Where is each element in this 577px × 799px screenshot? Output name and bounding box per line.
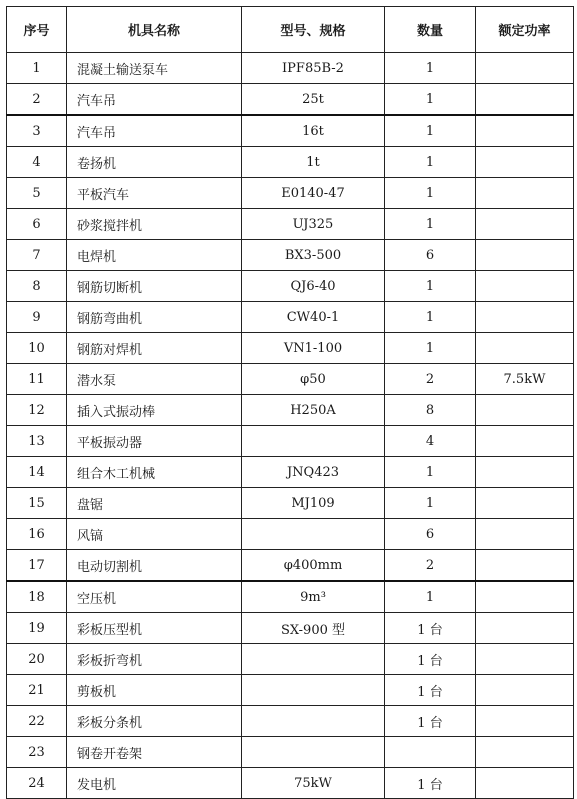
row-index-cell: 11 — [7, 364, 67, 395]
header-name: 机具名称 — [67, 7, 242, 53]
table-row — [7, 613, 574, 644]
equipment-name-cell: 砂浆搅拌机 — [67, 209, 242, 240]
rated-power-cell — [476, 395, 574, 426]
equipment-name-cell: 彩板压型机 — [67, 613, 242, 644]
rated-power-cell — [476, 333, 574, 364]
quantity-cell: 2 — [385, 364, 476, 395]
equipment-name-cell: 电焊机 — [67, 240, 242, 271]
rated-power-cell — [476, 240, 574, 271]
model-spec-cell: IPF85B-2 — [242, 53, 385, 84]
equipment-name-cell: 钢筋切断机 — [67, 271, 242, 302]
rated-power-cell — [476, 706, 574, 737]
table-row — [7, 333, 574, 364]
header-row — [7, 7, 574, 53]
table-row — [7, 84, 574, 116]
header-quantity: 数量 — [385, 7, 476, 53]
equipment-name-cell: 组合木工机械 — [67, 457, 242, 488]
quantity-cell: 1 台 — [385, 768, 476, 799]
equipment-name-cell: 汽车吊 — [67, 84, 242, 116]
model-spec-cell: BX3-500 — [242, 240, 385, 271]
equipment-name-cell: 混凝土输送泵车 — [67, 53, 242, 84]
rated-power-cell — [476, 147, 574, 178]
row-index-cell: 20 — [7, 644, 67, 675]
rated-power-cell — [476, 550, 574, 582]
equipment-table-sheet — [6, 6, 573, 793]
quantity-cell: 1 — [385, 333, 476, 364]
quantity-cell: 1 — [385, 53, 476, 84]
quantity-cell: 1 台 — [385, 613, 476, 644]
equipment-name-cell: 剪板机 — [67, 675, 242, 706]
equipment-name-cell: 汽车吊 — [67, 115, 242, 147]
model-spec-cell: 25t — [242, 84, 385, 116]
table-row — [7, 53, 574, 84]
row-index-cell: 1 — [7, 53, 67, 84]
row-index-cell: 12 — [7, 395, 67, 426]
quantity-cell: 1 — [385, 115, 476, 147]
table-row — [7, 178, 574, 209]
table-row — [7, 706, 574, 737]
table-row — [7, 271, 574, 302]
quantity-cell: 6 — [385, 519, 476, 550]
equipment-name-cell: 插入式振动棒 — [67, 395, 242, 426]
model-spec-cell: E0140-47 — [242, 178, 385, 209]
model-spec-cell: UJ325 — [242, 209, 385, 240]
quantity-cell: 1 台 — [385, 675, 476, 706]
equipment-name-cell: 盘锯 — [67, 488, 242, 519]
row-index-cell: 5 — [7, 178, 67, 209]
quantity-cell: 4 — [385, 426, 476, 457]
rated-power-cell — [476, 737, 574, 768]
equipment-name-cell: 电动切割机 — [67, 550, 242, 582]
quantity-cell: 1 台 — [385, 706, 476, 737]
model-spec-cell: JNQ423 — [242, 457, 385, 488]
rated-power-cell — [476, 209, 574, 240]
model-spec-cell — [242, 519, 385, 550]
row-index-cell: 17 — [7, 550, 67, 582]
table-row — [7, 147, 574, 178]
quantity-cell: 1 — [385, 302, 476, 333]
rated-power-cell — [476, 519, 574, 550]
model-spec-cell: 16t — [242, 115, 385, 147]
header-model: 型号、规格 — [242, 7, 385, 53]
table-row — [7, 426, 574, 457]
row-index-cell: 18 — [7, 581, 67, 613]
quantity-cell: 1 — [385, 209, 476, 240]
quantity-cell: 1 — [385, 457, 476, 488]
equipment-name-cell: 潜水泵 — [67, 364, 242, 395]
table-row — [7, 115, 574, 147]
model-spec-cell: QJ6-40 — [242, 271, 385, 302]
row-index-cell: 8 — [7, 271, 67, 302]
model-spec-cell: 1t — [242, 147, 385, 178]
rated-power-cell — [476, 613, 574, 644]
equipment-name-cell: 钢筋弯曲机 — [67, 302, 242, 333]
table-row — [7, 209, 574, 240]
quantity-cell: 1 — [385, 147, 476, 178]
quantity-cell — [385, 737, 476, 768]
rated-power-cell — [476, 581, 574, 613]
row-index-cell: 13 — [7, 426, 67, 457]
equipment-name-cell: 发电机 — [67, 768, 242, 799]
equipment-name-cell: 平板振动器 — [67, 426, 242, 457]
model-spec-cell: CW40-1 — [242, 302, 385, 333]
rated-power-cell — [476, 53, 574, 84]
quantity-cell: 1 — [385, 581, 476, 613]
table-row — [7, 644, 574, 675]
table-row — [7, 737, 574, 768]
table-row — [7, 488, 574, 519]
row-index-cell: 15 — [7, 488, 67, 519]
row-index-cell: 16 — [7, 519, 67, 550]
model-spec-cell — [242, 644, 385, 675]
table-row — [7, 364, 574, 395]
model-spec-cell: VN1-100 — [242, 333, 385, 364]
row-index-cell: 24 — [7, 768, 67, 799]
row-index-cell: 21 — [7, 675, 67, 706]
rated-power-cell — [476, 115, 574, 147]
table-row — [7, 675, 574, 706]
rated-power-cell — [476, 675, 574, 706]
row-index-cell: 3 — [7, 115, 67, 147]
equipment-name-cell: 平板汽车 — [67, 178, 242, 209]
equipment-name-cell: 钢筋对焊机 — [67, 333, 242, 364]
quantity-cell: 1 — [385, 488, 476, 519]
model-spec-cell: MJ109 — [242, 488, 385, 519]
row-index-cell: 22 — [7, 706, 67, 737]
model-spec-cell — [242, 426, 385, 457]
rated-power-cell: 7.5kW — [476, 364, 574, 395]
model-spec-cell: φ50 — [242, 364, 385, 395]
row-index-cell: 9 — [7, 302, 67, 333]
table-row — [7, 581, 574, 613]
rated-power-cell — [476, 178, 574, 209]
row-index-cell: 2 — [7, 84, 67, 116]
row-index-cell: 4 — [7, 147, 67, 178]
header-index: 序号 — [7, 7, 67, 53]
equipment-name-cell: 钢卷开卷架 — [67, 737, 242, 768]
header-rated-power: 额定功率 — [476, 7, 574, 53]
table-row — [7, 519, 574, 550]
row-index-cell: 23 — [7, 737, 67, 768]
table-row — [7, 768, 574, 799]
quantity-cell: 1 — [385, 84, 476, 116]
quantity-cell: 1 台 — [385, 644, 476, 675]
row-index-cell: 19 — [7, 613, 67, 644]
model-spec-cell — [242, 706, 385, 737]
equipment-name-cell: 风镐 — [67, 519, 242, 550]
row-index-cell: 14 — [7, 457, 67, 488]
rated-power-cell — [476, 426, 574, 457]
quantity-cell: 2 — [385, 550, 476, 582]
rated-power-cell — [476, 271, 574, 302]
rated-power-cell — [476, 457, 574, 488]
rated-power-cell — [476, 84, 574, 116]
row-index-cell: 7 — [7, 240, 67, 271]
table-row — [7, 240, 574, 271]
rated-power-cell — [476, 302, 574, 333]
model-spec-cell: 9m³ — [242, 581, 385, 613]
equipment-name-cell: 彩板折弯机 — [67, 644, 242, 675]
model-spec-cell — [242, 737, 385, 768]
rated-power-cell — [476, 488, 574, 519]
model-spec-cell: φ400mm — [242, 550, 385, 582]
quantity-cell: 6 — [385, 240, 476, 271]
table-row — [7, 302, 574, 333]
table-row — [7, 457, 574, 488]
model-spec-cell: 75kW — [242, 768, 385, 799]
quantity-cell: 1 — [385, 178, 476, 209]
quantity-cell: 1 — [385, 271, 476, 302]
equipment-name-cell: 空压机 — [67, 581, 242, 613]
model-spec-cell — [242, 675, 385, 706]
equipment-name-cell: 彩板分条机 — [67, 706, 242, 737]
table-row — [7, 395, 574, 426]
equipment-table — [6, 6, 574, 799]
row-index-cell: 6 — [7, 209, 67, 240]
table-row — [7, 550, 574, 582]
rated-power-cell — [476, 768, 574, 799]
equipment-name-cell: 卷扬机 — [67, 147, 242, 178]
rated-power-cell — [476, 644, 574, 675]
model-spec-cell: H250A — [242, 395, 385, 426]
model-spec-cell: SX-900 型 — [242, 613, 385, 644]
row-index-cell: 10 — [7, 333, 67, 364]
quantity-cell: 8 — [385, 395, 476, 426]
